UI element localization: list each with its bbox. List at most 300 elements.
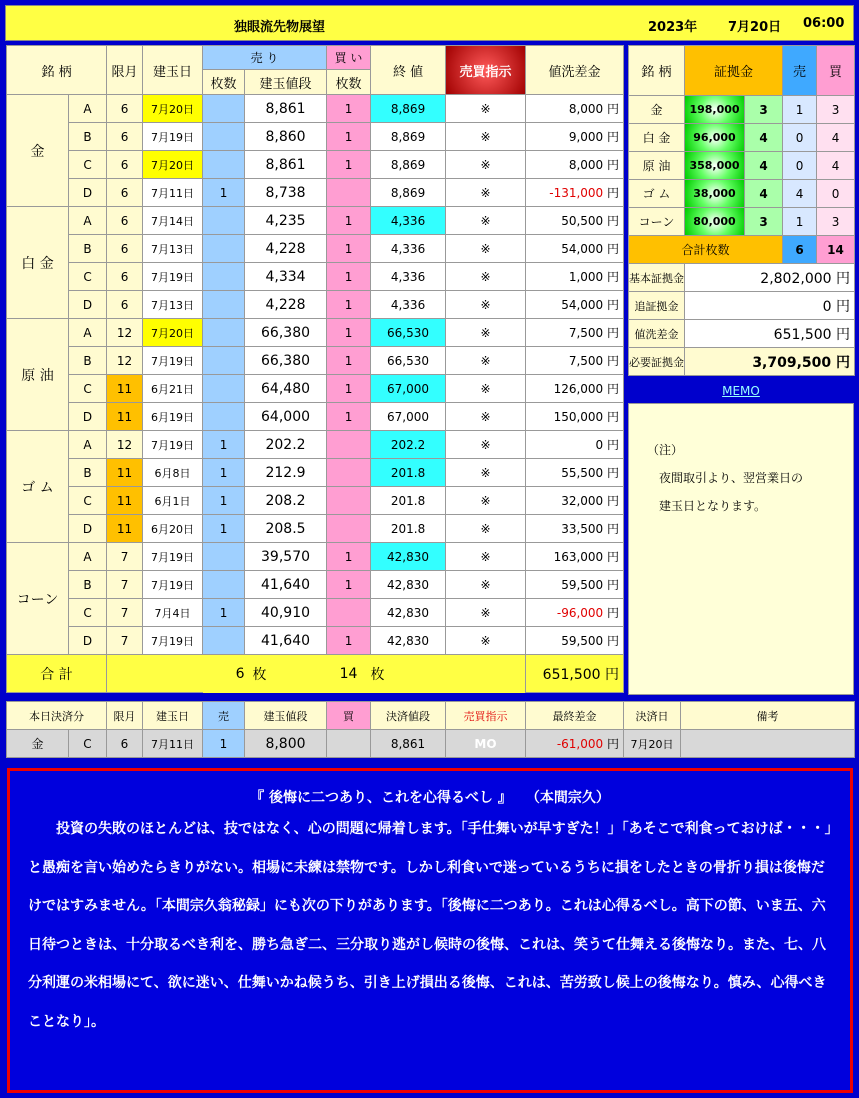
row-price: 4,228: [245, 291, 327, 319]
margin-name: 原 油: [629, 152, 685, 180]
settle-final-diff: -61,000 円: [526, 730, 624, 758]
header-month: 限月: [107, 46, 143, 95]
margin-amount: 38,000: [685, 180, 745, 208]
row-month: 6: [107, 123, 143, 151]
row-price: 8,861: [245, 151, 327, 179]
row-code: C: [69, 375, 107, 403]
row-close: 8,869: [371, 123, 446, 151]
margin-buy: 3: [817, 96, 855, 124]
settle-header-today: 本日決済分: [7, 702, 107, 730]
row-signal: ※: [446, 95, 526, 123]
row-signal: ※: [446, 543, 526, 571]
totals-buy: 14: [327, 655, 371, 693]
row-month: 11: [107, 459, 143, 487]
row-price: 4,228: [245, 235, 327, 263]
settle-note: [681, 730, 855, 758]
row-diff: 50,500 円: [526, 207, 624, 235]
row-sell-count: [203, 403, 245, 431]
row-price: 212.9: [245, 459, 327, 487]
row-open-date: 7月11日: [143, 179, 203, 207]
row-open-date: 6月8日: [143, 459, 203, 487]
row-code: A: [69, 319, 107, 347]
row-close: 4,336: [371, 235, 446, 263]
margin-name: 白 金: [629, 124, 685, 152]
row-signal: ※: [446, 151, 526, 179]
money-label: 値洗差金: [629, 320, 685, 348]
row-diff: 163,000 円: [526, 543, 624, 571]
row-sell-count: [203, 291, 245, 319]
table-row: [7, 627, 624, 655]
row-code: D: [69, 627, 107, 655]
row-buy-count: 1: [327, 151, 371, 179]
row-sell-count: [203, 571, 245, 599]
header-buy: 買 い: [327, 46, 371, 70]
row-buy-count: [327, 459, 371, 487]
quote-body: 投資の失敗のほとんどは、技ではなく、心の問題に帰着します。「手仕舞いが早すぎた！」「あそこで利食っておけば・・・」と愚痴を言い始めたらきりがない。相場に未練は禁物です。しかし利食いで迷っているうちに損をしたときの骨折り損は後悔だけではすみません。「本間宗久翁秘録」にも次の下りがあります。「後悔に二つあり。これは心得るべし。高下の節、いま五、六日待つときは、十分取るべき利を、勝ち急ぎ二、三分取り逃がし候時の後悔、これは、笑うて仕舞える後悔なり。また、七、八分利運の米相場にて、欲に迷い、仕舞いかね候うち、引き上げ損出る後悔、これは、苦労致し候上の後悔なり。慎み、心得べきことなり」。: [28, 821, 832, 1030]
row-code: C: [69, 151, 107, 179]
row-signal: ※: [446, 207, 526, 235]
margin-count-buy: 14: [817, 236, 855, 264]
row-close: 42,830: [371, 599, 446, 627]
row-price: 208.2: [245, 487, 327, 515]
row-month: 6: [107, 179, 143, 207]
row-open-date: 7月19日: [143, 431, 203, 459]
row-close: 66,530: [371, 319, 446, 347]
row-sell-count: 1: [203, 515, 245, 543]
row-buy-count: [327, 599, 371, 627]
row-buy-count: 1: [327, 263, 371, 291]
row-month: 7: [107, 543, 143, 571]
row-price: 64,480: [245, 375, 327, 403]
memo-header: [628, 379, 854, 403]
table-row: [7, 95, 624, 123]
row-month: 11: [107, 515, 143, 543]
row-price: 202.2: [245, 431, 327, 459]
settle-header-price: 建玉値段: [245, 702, 327, 730]
group-name: ゴ ム: [7, 431, 69, 543]
row-price: 8,738: [245, 179, 327, 207]
row-sell-count: 1: [203, 599, 245, 627]
table-row: [7, 207, 624, 235]
margin-amount: 80,000: [685, 208, 745, 236]
row-close: 201.8: [371, 487, 446, 515]
row-month: 11: [107, 487, 143, 515]
settle-header-settle-date: 決済日: [624, 702, 681, 730]
settle-header-buy: 買: [327, 702, 371, 730]
money-value: 0 円: [685, 292, 855, 320]
row-diff: 54,000 円: [526, 291, 624, 319]
row-buy-count: 1: [327, 403, 371, 431]
row-diff: 7,500 円: [526, 319, 624, 347]
group-name: 金: [7, 95, 69, 207]
margin-money-row: [629, 292, 855, 320]
row-signal: ※: [446, 291, 526, 319]
settle-name: 金: [7, 730, 69, 758]
quote-panel: [7, 768, 853, 1093]
row-open-date: 7月4日: [143, 599, 203, 627]
row-open-date: 7月20日: [143, 151, 203, 179]
margin-units: 3: [745, 96, 783, 124]
row-open-date: 7月19日: [143, 627, 203, 655]
row-code: B: [69, 235, 107, 263]
row-signal: ※: [446, 459, 526, 487]
side-header-margin: 証拠金: [685, 46, 783, 96]
row-month: 12: [107, 319, 143, 347]
table-row: [7, 543, 624, 571]
row-month: 6: [107, 291, 143, 319]
margin-count-row: [629, 236, 855, 264]
row-close: 42,830: [371, 571, 446, 599]
table-row: [7, 515, 624, 543]
row-diff: 54,000 円: [526, 235, 624, 263]
row-diff: 8,000 円: [526, 95, 624, 123]
money-label: 追証拠金: [629, 292, 685, 320]
table-row: [7, 459, 624, 487]
settle-price: 8,800: [245, 730, 327, 758]
settle-settle-date: 7月20日: [624, 730, 681, 758]
row-diff: 59,500 円: [526, 571, 624, 599]
header-price: 建玉値段: [245, 70, 327, 95]
row-close: 67,000: [371, 403, 446, 431]
settle-month: 6: [107, 730, 143, 758]
row-code: C: [69, 263, 107, 291]
table-row: [7, 487, 624, 515]
money-value: 2,802,000 円: [685, 264, 855, 292]
row-signal: ※: [446, 347, 526, 375]
money-label: 必要証拠金: [629, 348, 685, 376]
row-open-date: 7月13日: [143, 291, 203, 319]
settlement-table: [6, 701, 855, 758]
totals-row: [7, 655, 624, 693]
settle-buy: [327, 730, 371, 758]
margin-row: [629, 180, 855, 208]
table-row: [7, 263, 624, 291]
margin-buy: 0: [817, 180, 855, 208]
totals-sell: 6: [203, 655, 245, 693]
margin-sell: 4: [783, 180, 817, 208]
row-diff: 55,500 円: [526, 459, 624, 487]
row-month: 6: [107, 95, 143, 123]
page-title: 独眼流先物展望: [234, 20, 326, 35]
row-diff: 0 円: [526, 431, 624, 459]
positions-table: [6, 45, 624, 693]
row-buy-count: 1: [327, 291, 371, 319]
table-row: [7, 179, 624, 207]
row-signal: ※: [446, 235, 526, 263]
row-signal: ※: [446, 431, 526, 459]
title-bar: [5, 5, 854, 41]
row-price: 41,640: [245, 571, 327, 599]
header-sell-count: 枚数: [203, 70, 245, 95]
row-month: 7: [107, 599, 143, 627]
margin-row: [629, 152, 855, 180]
row-month: 6: [107, 263, 143, 291]
row-close: 4,336: [371, 263, 446, 291]
row-close: 42,830: [371, 627, 446, 655]
row-sell-count: [203, 123, 245, 151]
row-close: 66,530: [371, 347, 446, 375]
row-signal: ※: [446, 179, 526, 207]
row-signal: ※: [446, 263, 526, 291]
memo-panel: [628, 403, 854, 695]
row-month: 6: [107, 207, 143, 235]
totals-buy-unit: 枚: [371, 655, 446, 693]
row-signal: ※: [446, 123, 526, 151]
row-diff: 9,000 円: [526, 123, 624, 151]
row-month: 6: [107, 151, 143, 179]
row-close: 201.8: [371, 459, 446, 487]
row-signal: ※: [446, 515, 526, 543]
row-buy-count: [327, 487, 371, 515]
row-price: 39,570: [245, 543, 327, 571]
margin-count-sell: 6: [783, 236, 817, 264]
row-close: 67,000: [371, 375, 446, 403]
totals-sell-unit: 枚: [245, 655, 327, 693]
row-sell-count: [203, 95, 245, 123]
row-sell-count: 1: [203, 459, 245, 487]
row-buy-count: 1: [327, 543, 371, 571]
margin-money-row: [629, 264, 855, 292]
table-row: [7, 375, 624, 403]
row-buy-count: 1: [327, 319, 371, 347]
row-buy-count: 1: [327, 627, 371, 655]
row-signal: ※: [446, 375, 526, 403]
margin-amount: 358,000: [685, 152, 745, 180]
row-code: B: [69, 347, 107, 375]
row-month: 6: [107, 235, 143, 263]
group-name: 原 油: [7, 319, 69, 431]
group-name: コーン: [7, 543, 69, 655]
margin-buy: 4: [817, 124, 855, 152]
row-code: A: [69, 543, 107, 571]
row-code: C: [69, 487, 107, 515]
memo-note: （注）: [647, 443, 684, 457]
row-price: 8,861: [245, 95, 327, 123]
row-price: 64,000: [245, 403, 327, 431]
row-open-date: 7月19日: [143, 123, 203, 151]
row-diff: -96,000 円: [526, 599, 624, 627]
row-diff: 33,500 円: [526, 515, 624, 543]
row-price: 40,910: [245, 599, 327, 627]
margin-units: 4: [745, 180, 783, 208]
row-open-date: 6月19日: [143, 403, 203, 431]
row-sell-count: 1: [203, 179, 245, 207]
settle-signal: MO: [446, 730, 526, 758]
margin-row: [629, 124, 855, 152]
row-month: 11: [107, 375, 143, 403]
row-open-date: 7月19日: [143, 263, 203, 291]
row-sell-count: [203, 263, 245, 291]
row-sell-count: [203, 151, 245, 179]
side-header-sell: 売: [783, 46, 817, 96]
row-code: C: [69, 599, 107, 627]
settle-header-sell: 売: [203, 702, 245, 730]
margin-sell: 1: [783, 208, 817, 236]
row-price: 8,860: [245, 123, 327, 151]
row-diff: 150,000 円: [526, 403, 624, 431]
row-price: 4,235: [245, 207, 327, 235]
margin-name: ゴ ム: [629, 180, 685, 208]
row-diff: 8,000 円: [526, 151, 624, 179]
row-open-date: 7月20日: [143, 319, 203, 347]
row-code: D: [69, 403, 107, 431]
row-month: 11: [107, 403, 143, 431]
margin-name: 金: [629, 96, 685, 124]
row-signal: ※: [446, 403, 526, 431]
header-close: 終 値: [371, 46, 446, 95]
row-price: 208.5: [245, 515, 327, 543]
row-code: B: [69, 123, 107, 151]
table-row: [7, 599, 624, 627]
margin-row: [629, 96, 855, 124]
row-sell-count: [203, 207, 245, 235]
side-header-buy: 買: [817, 46, 855, 96]
row-sell-count: 1: [203, 431, 245, 459]
row-sell-count: 1: [203, 487, 245, 515]
settle-header-date: 建玉日: [143, 702, 203, 730]
row-open-date: 7月19日: [143, 571, 203, 599]
row-code: D: [69, 515, 107, 543]
row-price: 66,380: [245, 319, 327, 347]
header-open-date: 建玉日: [143, 46, 203, 95]
margin-units: 4: [745, 152, 783, 180]
table-row: [7, 123, 624, 151]
row-open-date: 6月21日: [143, 375, 203, 403]
margin-table: [628, 45, 855, 376]
header-date: 7月20日: [728, 20, 782, 35]
table-row: [7, 403, 624, 431]
row-open-date: 6月1日: [143, 487, 203, 515]
row-diff: 1,000 円: [526, 263, 624, 291]
totals-label: 合 計: [7, 655, 107, 693]
row-diff: 126,000 円: [526, 375, 624, 403]
row-month: 12: [107, 347, 143, 375]
money-value: 651,500 円: [685, 320, 855, 348]
row-open-date: 6月20日: [143, 515, 203, 543]
row-code: D: [69, 291, 107, 319]
margin-sell: 0: [783, 124, 817, 152]
row-code: A: [69, 431, 107, 459]
totals-spacer2: [446, 655, 526, 693]
settle-settle-price: 8,861: [371, 730, 446, 758]
row-open-date: 7月19日: [143, 347, 203, 375]
row-signal: ※: [446, 487, 526, 515]
memo-link[interactable]: MEMO: [722, 384, 760, 398]
row-price: 4,334: [245, 263, 327, 291]
row-open-date: 7月20日: [143, 95, 203, 123]
row-close: 8,869: [371, 179, 446, 207]
settle-header-signal: 売買指示: [446, 702, 526, 730]
row-close: 201.8: [371, 515, 446, 543]
table-row: [7, 571, 624, 599]
row-buy-count: 1: [327, 347, 371, 375]
margin-amount: 198,000: [685, 96, 745, 124]
row-price: 66,380: [245, 347, 327, 375]
memo-line-1: 夜間取引より、翌営業日の: [659, 471, 804, 485]
margin-sell: 1: [783, 96, 817, 124]
margin-money-row: [629, 348, 855, 376]
row-sell-count: [203, 627, 245, 655]
header-year: 2023年: [648, 20, 698, 35]
settle-date: 7月11日: [143, 730, 203, 758]
row-sell-count: [203, 319, 245, 347]
row-diff: 32,000 円: [526, 487, 624, 515]
row-signal: ※: [446, 627, 526, 655]
row-buy-count: 1: [327, 235, 371, 263]
totals-diff: 651,500 円: [526, 655, 624, 693]
settle-code: C: [69, 730, 107, 758]
row-buy-count: 1: [327, 375, 371, 403]
table-row: [7, 347, 624, 375]
quote-title: 『 後悔に二つあり、これを心得るべし 』 （本間宗久）: [250, 790, 610, 806]
group-name: 白 金: [7, 207, 69, 319]
margin-units: 4: [745, 124, 783, 152]
margin-name: コーン: [629, 208, 685, 236]
margin-count-label: 合計枚数: [629, 236, 783, 264]
row-sell-count: [203, 235, 245, 263]
header-name: 銘 柄: [7, 46, 107, 95]
row-sell-count: [203, 347, 245, 375]
row-code: D: [69, 179, 107, 207]
table-row: [7, 291, 624, 319]
settle-header-note: 備考: [681, 702, 855, 730]
row-diff: -131,000 円: [526, 179, 624, 207]
row-price: 41,640: [245, 627, 327, 655]
row-month: 12: [107, 431, 143, 459]
side-header-name: 銘 柄: [629, 46, 685, 96]
header-time: 06:00: [803, 16, 845, 31]
header-buy-count: 枚数: [327, 70, 371, 95]
header-signal: 売買指示: [446, 46, 526, 95]
margin-amount: 96,000: [685, 124, 745, 152]
row-code: B: [69, 459, 107, 487]
row-buy-count: 1: [327, 123, 371, 151]
row-close: 42,830: [371, 543, 446, 571]
row-buy-count: 1: [327, 95, 371, 123]
settle-sell: 1: [203, 730, 245, 758]
memo-line-2: 建玉日となります。: [659, 499, 767, 513]
money-label: 基本証拠金: [629, 264, 685, 292]
row-code: A: [69, 95, 107, 123]
settle-header-final-diff: 最終差金: [526, 702, 624, 730]
margin-units: 3: [745, 208, 783, 236]
margin-money-row: [629, 320, 855, 348]
row-close: 4,336: [371, 207, 446, 235]
row-month: 7: [107, 571, 143, 599]
row-code: B: [69, 571, 107, 599]
money-value: 3,709,500 円: [685, 348, 855, 376]
table-row: [7, 319, 624, 347]
settle-header-settle-price: 決済値段: [371, 702, 446, 730]
row-buy-count: [327, 431, 371, 459]
row-diff: 59,500 円: [526, 627, 624, 655]
header-diff: 値洗差金: [526, 46, 624, 95]
row-signal: ※: [446, 319, 526, 347]
row-buy-count: [327, 179, 371, 207]
totals-spacer: [107, 655, 203, 693]
row-month: 7: [107, 627, 143, 655]
row-signal: ※: [446, 571, 526, 599]
margin-sell: 0: [783, 152, 817, 180]
row-close: 4,336: [371, 291, 446, 319]
row-sell-count: [203, 375, 245, 403]
row-sell-count: [203, 543, 245, 571]
row-close: 8,869: [371, 95, 446, 123]
margin-row: [629, 208, 855, 236]
table-row: [7, 235, 624, 263]
row-code: A: [69, 207, 107, 235]
margin-buy: 3: [817, 208, 855, 236]
